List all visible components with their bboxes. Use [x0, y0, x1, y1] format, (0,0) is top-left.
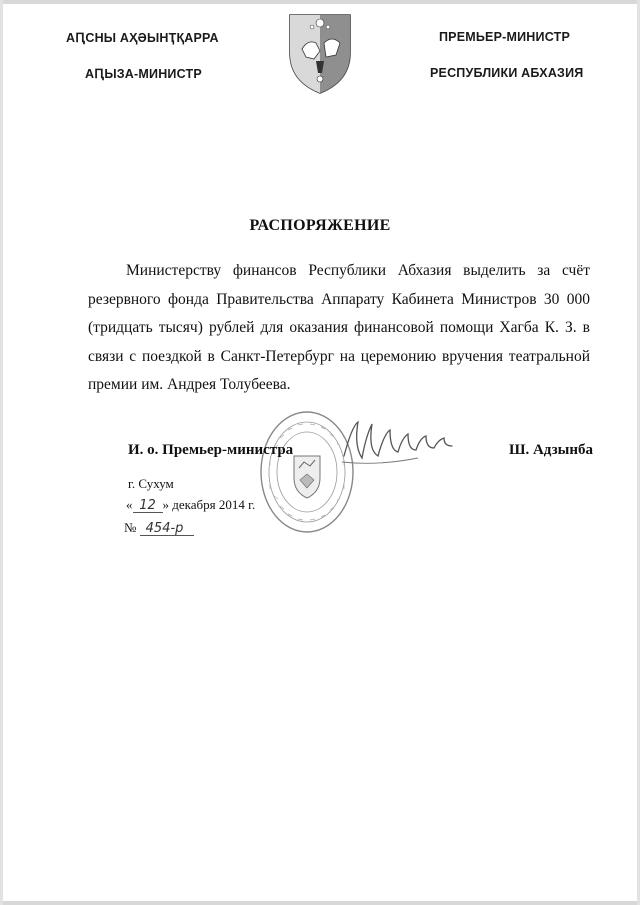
document-body-paragraph: Министерству финансов Республики Абхазия выделить за счёт резервного фонда Правительства Аппарату Кабинета Министров 30 000 (тридцать тысяч) рублей для оказания финансовой помощи Хагба К. З. в связи с поездкой в Санкт-Петербург на церемонию вручения театральной премии им. Андрея Толубеева. [88, 262, 590, 393]
date-day-handwritten: 12 [133, 499, 163, 513]
handwritten-signature-icon [338, 416, 458, 472]
issue-city: г. Сухум [128, 476, 174, 491]
abkhazia-emblem-icon [288, 13, 352, 95]
page-border-top [0, 0, 640, 4]
number-label: № [124, 520, 137, 535]
signatory-name: Ш. Адзынба [509, 442, 593, 458]
document-title: РАСПОРЯЖЕНИЕ [249, 217, 391, 234]
number-value-handwritten: 454-р [140, 522, 194, 536]
page-border-bottom [0, 901, 640, 905]
issue-date [126, 497, 255, 513]
header-right-line2: РЕСПУБЛИКИ АБХАЗИЯ [430, 66, 584, 80]
document-body [88, 257, 590, 400]
document-number [124, 520, 194, 536]
header-left-line1: АԤСНЫ АҲӘЫНҬҚАРРА [66, 31, 219, 45]
header-right-line1: ПРЕМЬЕР-МИНИСТР [439, 30, 570, 44]
date-month-year: » декабря 2014 г. [162, 497, 256, 512]
date-open-quote: « [126, 497, 133, 512]
signatory-position: И. о. Премьер-министра [128, 442, 294, 458]
page-border-left [0, 0, 3, 905]
header-left-line2: АԤЫЗА-МИНИСТР [85, 67, 202, 81]
